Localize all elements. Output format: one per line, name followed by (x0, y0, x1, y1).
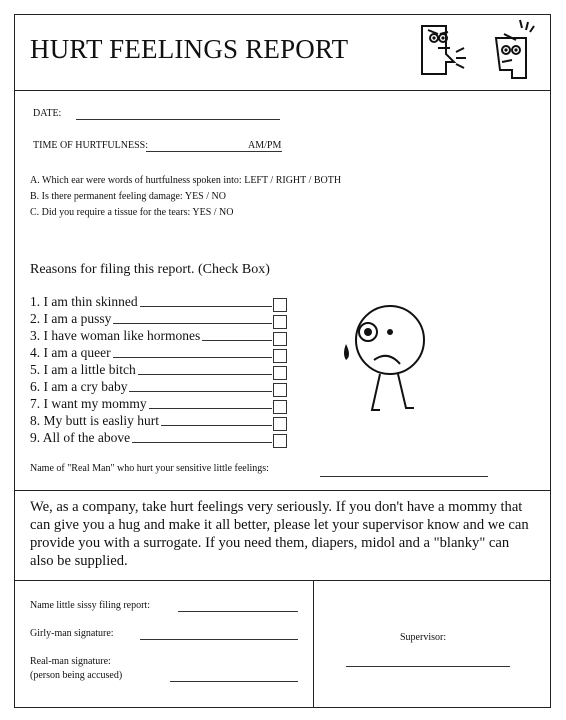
real-man-field[interactable] (320, 476, 488, 477)
reason-label: 2. I am a pussy (30, 311, 112, 326)
crying-stick-figure-icon (330, 298, 440, 420)
reason-checkbox[interactable] (273, 349, 287, 363)
sissy-label: Name little sissy filing report: (30, 600, 150, 611)
supervisor-label: Supervisor: (400, 632, 447, 643)
reason-label: 4. I am a queer (30, 345, 111, 360)
angry-face-icon (410, 18, 470, 82)
question-b: B. Is there permanent feeling damage: YES / NO (30, 191, 226, 202)
reason-label: 6. I am a cry baby (30, 379, 128, 394)
question-c: C. Did you require a tissue for the tears: YES / NO (30, 207, 234, 218)
reason-label: 1. I am thin skinned (30, 294, 138, 309)
sissy-field[interactable] (178, 611, 298, 612)
reasons-heading: Reasons for filing this report. (Check Box) (30, 262, 270, 277)
reason-checkbox[interactable] (273, 383, 287, 397)
reason-checkbox[interactable] (273, 332, 287, 346)
reason-label: 9. All of the above (30, 430, 131, 445)
reason-label: 7. I want my mommy (30, 396, 147, 411)
divider-statement-top (14, 490, 551, 491)
reason-label: 3. I have woman like hormones (30, 328, 201, 343)
reason-checkbox[interactable] (273, 315, 287, 329)
girly-field[interactable] (140, 639, 298, 640)
reason-checkbox[interactable] (273, 417, 287, 431)
report-title: HURT FEELINGS REPORT (30, 34, 349, 64)
reason-checkbox[interactable] (273, 366, 287, 380)
date-label: DATE: (33, 108, 62, 119)
divider-header (14, 90, 551, 91)
ampm-label: AM/PM (248, 140, 282, 151)
divider-statement-bottom (14, 580, 551, 581)
realman-sublabel: (person being accused) (30, 670, 123, 681)
time-label: TIME OF HURTFULNESS: (33, 140, 148, 151)
date-field[interactable] (76, 119, 280, 120)
shocked-face-icon (482, 16, 544, 84)
time-field[interactable] (146, 151, 282, 152)
reason-checkbox[interactable] (273, 434, 287, 448)
question-a: A. Which ear were words of hurtfulness spoken into: LEFT / RIGHT / BOTH (30, 175, 342, 186)
realman-label: Real-man signature: (30, 656, 111, 667)
company-statement: We, as a company, take hurt feelings very seriously. If you don't have a mommy that can give you a hug and make it all better, please let your supervisor know and we can provide you with a surrogate. If you need them, diapers, midol and a "blanky" can also be supplied. (30, 499, 529, 569)
supervisor-field[interactable] (346, 666, 510, 667)
reason-checkbox[interactable] (273, 400, 287, 414)
signature-column-divider (313, 580, 314, 708)
reason-label: 5. I am a little bitch (30, 362, 136, 377)
reason-label: 8. My butt is easliy hurt (30, 413, 159, 428)
reason-checkbox[interactable] (273, 298, 287, 312)
real-man-label: Name of "Real Man" who hurt your sensitive little feelings: (30, 463, 269, 474)
realman-field[interactable] (170, 681, 298, 682)
girly-label: Girly-man signature: (30, 628, 114, 639)
